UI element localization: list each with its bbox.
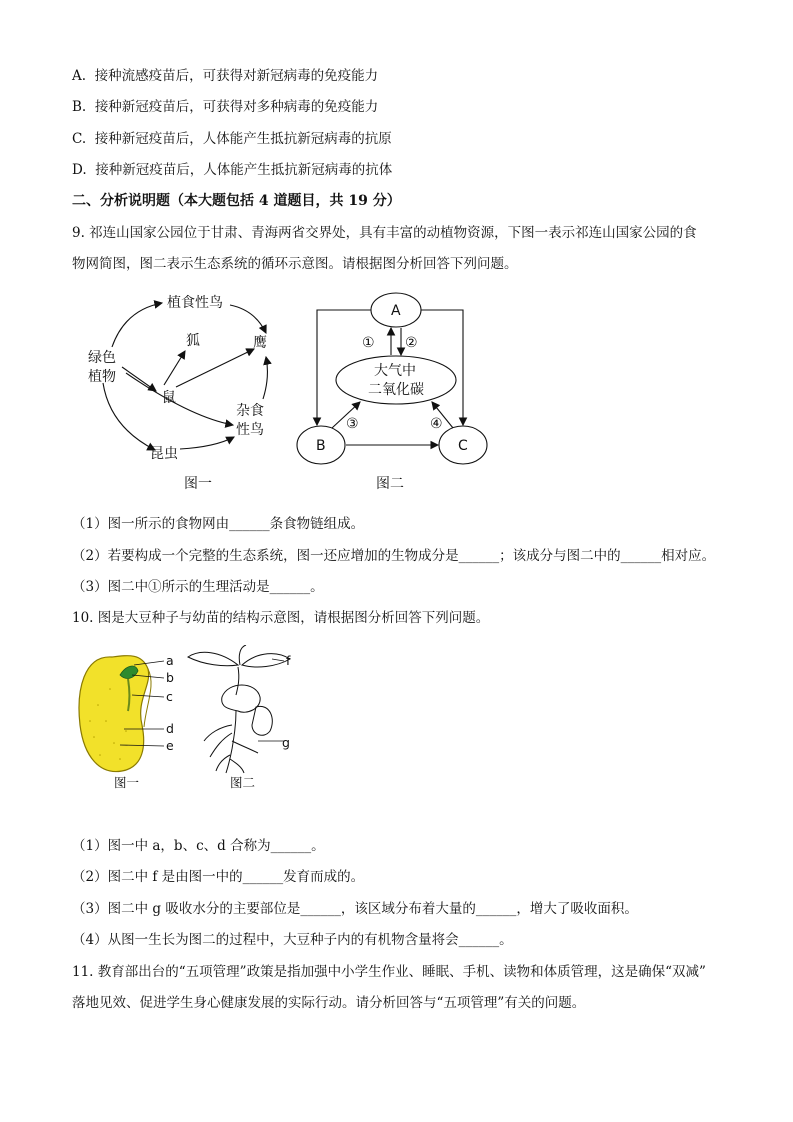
- root-main: [226, 749, 232, 773]
- node-b: B: [316, 438, 326, 454]
- node-a: A: [391, 303, 401, 319]
- option-text: 接种新冠疫苗后，人体能产生抵抗新冠病毒的抗原: [94, 131, 392, 147]
- node-herb-bird: 植食性鸟: [167, 295, 223, 311]
- option-letter: C.: [72, 131, 87, 147]
- option-b: [72, 98, 378, 116]
- stem-lower: [232, 711, 236, 749]
- label-d: d: [166, 721, 174, 736]
- option-d: [72, 161, 392, 179]
- root-5: [230, 759, 244, 773]
- seed-fig-caption: 图一: [114, 775, 140, 790]
- option-letter: D.: [72, 162, 87, 178]
- q10-sub4: （4）从图一生长为图二的过程中，大豆种子内的有机物含量将会______。: [72, 932, 513, 948]
- arrow-plant-herbbird: [112, 303, 162, 347]
- q9-sub3: （3）图二中①所示的生理活动是______。: [72, 579, 324, 595]
- q11-intro-line2: 落地见效、促进学生身心健康发展的实际行动。请分析回答与“五项管理”有关的问题。: [72, 995, 586, 1011]
- label-3: ③: [346, 416, 359, 432]
- cotyledon: [222, 685, 260, 712]
- carbon-cycle-diagram: [290, 285, 500, 495]
- q10-intro: 10. 图是大豆种子与幼苗的结构示意图，请根据图分析回答下列问题。: [72, 610, 490, 626]
- leader-f: [272, 659, 284, 661]
- section-title: 二、分析说明题（本大题包括 4 道题目，共 19 分）: [72, 193, 401, 209]
- seedling-fig-caption: 图二: [230, 775, 256, 790]
- arrow-plant-mouse: [122, 367, 156, 391]
- leaf-left: [188, 652, 238, 665]
- label-a: a: [166, 653, 174, 668]
- arrow-omnibird-hawk: [263, 357, 267, 399]
- option-c: [72, 130, 392, 148]
- arrow-a-c: [421, 310, 463, 425]
- q9-intro-line2: 物网简图，图二表示生态系统的循环示意图。请根据图分析回答下列问题。: [72, 256, 518, 272]
- label-b: b: [166, 670, 174, 685]
- fig2-caption: 图二: [376, 476, 404, 492]
- leaf-right: [242, 654, 290, 667]
- node-hawk: 鹰: [253, 335, 267, 351]
- node-omni-line2: 性鸟: [236, 422, 264, 438]
- label-e: e: [166, 738, 174, 753]
- node-plant-line2: 植物: [88, 369, 116, 385]
- node-fox: 狐: [186, 333, 200, 349]
- label-c: c: [166, 689, 173, 704]
- arrow-plant-insect: [103, 383, 155, 450]
- node-c: C: [458, 438, 468, 454]
- option-text: 接种新冠疫苗后，可获得对多种病毒的免疫能力: [94, 99, 379, 115]
- label-f: f: [286, 653, 291, 668]
- node-insect: 昆虫: [150, 446, 178, 462]
- co2-line1: 大气中: [374, 363, 416, 379]
- seedling-diagram: [180, 645, 300, 795]
- root-4: [216, 755, 230, 771]
- option-text: 接种新冠疫苗后，人体能产生抵抗新冠病毒的抗体: [95, 162, 393, 178]
- node-plant-line1: 绿色: [88, 350, 116, 366]
- arrow-mouse-fox: [164, 351, 185, 385]
- option-letter: B.: [72, 99, 87, 115]
- q10-sub2: （2）图二中 f 是由图一中的______发育而成的。: [72, 869, 365, 885]
- arrow-insect-omnibird: [180, 437, 234, 449]
- option-letter: A.: [72, 68, 87, 84]
- option-a: [72, 67, 378, 85]
- node-omni-line1: 杂食: [236, 403, 264, 419]
- q9-intro-line1: 9. 祁连山国家公园位于甘肃、青海两省交界处，具有丰富的动植物资源，下图一表示祁连山国家公园的食: [72, 225, 697, 241]
- arrow-mouse-hawk: [176, 349, 254, 387]
- option-text: 接种流感疫苗后，可获得对新冠病毒的免疫能力: [94, 68, 379, 84]
- bean-seed-diagram: [70, 645, 185, 795]
- arrow-herbbird-hawk: [230, 305, 266, 333]
- label-1: ①: [362, 335, 375, 351]
- node-mouse: 鼠: [162, 390, 176, 406]
- seed-body: [79, 656, 149, 772]
- stem-upper: [236, 667, 239, 695]
- root-3: [232, 741, 258, 753]
- q10-sub3: （3）图二中 g 吸收水分的主要部位是______，该区域分布着大量的______，增大了吸收面积。: [72, 901, 638, 917]
- q10-sub1: （1）图一中 a，b、c、d 合称为______。: [72, 838, 325, 854]
- q9-sub1: （1）图一所示的食物网由______条食物链组成。: [72, 516, 365, 532]
- label-4: ④: [430, 416, 443, 432]
- food-web-diagram: [70, 285, 300, 495]
- root-2: [210, 733, 232, 757]
- q11-intro-line1: 11. 教育部出台的“五项管理”政策是指加强中小学生作业、睡眠、手机、读物和体质管理，这是确保“双减”: [72, 964, 706, 980]
- q9-sub2: （2）若要构成一个完整的生态系统，图一还应增加的生物成分是______；该成分与图二中的______相对应。: [72, 548, 716, 564]
- fig1-caption: 图一: [184, 476, 212, 492]
- cotyledon-2: [252, 706, 272, 735]
- label-g: g: [282, 735, 290, 750]
- co2-line2: 二氧化碳: [368, 382, 424, 398]
- label-2: ②: [405, 335, 418, 351]
- root-1: [204, 725, 232, 741]
